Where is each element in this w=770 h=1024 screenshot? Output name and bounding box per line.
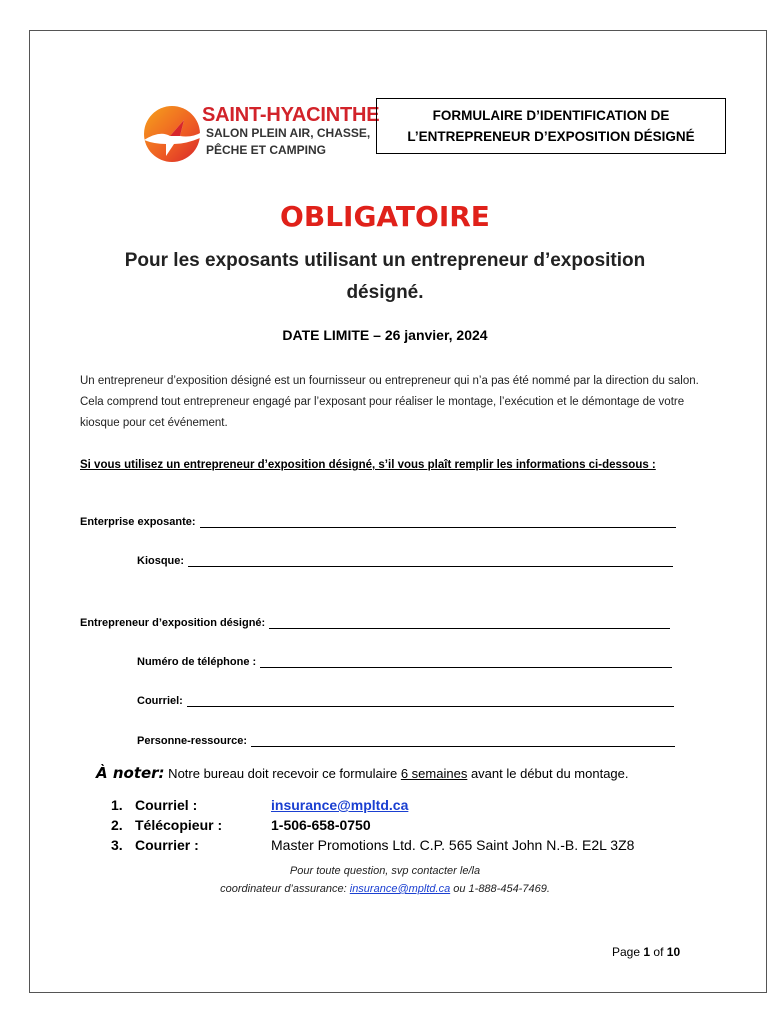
kiosque-field[interactable] [137, 554, 673, 567]
list-item [111, 795, 711, 815]
page-total: 10 [666, 945, 681, 959]
form-title-box [376, 98, 726, 154]
email-link[interactable]: insurance@mpltd.ca [271, 797, 409, 813]
mandatory-headline: OBLIGATOIRE [280, 200, 490, 233]
logo-title: SAINT-HYACINTHE [202, 104, 380, 126]
phone-line[interactable] [260, 655, 672, 668]
list-item [111, 835, 711, 855]
list-key: Courrier : [135, 837, 199, 853]
footer-line2-before: coordinateur d’assurance: [220, 883, 350, 895]
mailing-address: Master Promotions Ltd. C.P. 565 Saint John N.-B. E2L 3Z8 [271, 837, 635, 853]
enterprise-line[interactable] [200, 515, 676, 528]
subtitle: Pour les exposants utilisant un entrepreneur d’exposition désigné. [124, 250, 646, 303]
list-number: 2. [111, 817, 123, 833]
list-number: 3. [111, 837, 123, 853]
page-number [612, 945, 680, 959]
form-title-line2: L’ENTREPRENEUR D’EXPOSITION DÉSIGNÉ [407, 129, 695, 144]
footer-line1: Pour toute question, svp contacter le/la [289, 865, 481, 877]
list-number: 1. [111, 797, 123, 813]
note-text-before: Notre bureau doit recevoir ce formulaire [164, 766, 401, 781]
footer-line2 [0, 880, 770, 898]
form-title-line1: FORMULAIRE D’IDENTIFICATION DE [432, 108, 670, 123]
note [96, 764, 629, 782]
logo-subtitle-line1: SALON PLEIN AIR, CHASSE, [206, 126, 371, 140]
salon-logo [140, 100, 380, 164]
footer-email-link[interactable]: insurance@mpltd.ca [349, 883, 451, 895]
contact-person-label: Personne-ressource: [137, 735, 248, 747]
contact-list [111, 795, 711, 855]
entrepreneur-label: Entrepreneur d’exposition désigné: [80, 617, 266, 629]
note-text-after: avant le début du montage. [467, 766, 629, 781]
phone-label: Numéro de téléphone : [137, 656, 257, 668]
instruction-text: Si vous utilisez un entrepreneur d’exposition désigné, s’il vous plaît remplir les informations ci-dessous : [80, 459, 656, 471]
page-label: Page [612, 945, 641, 959]
email-label: Courriel: [137, 695, 183, 707]
intro-paragraph: Un entrepreneur d’exposition désigné est un fournisseur ou entrepreneur qui n’a pas été nommé par la direction du salon. Cela comprend tout entrepreneur engagé par l’exposant pour réaliser le montage, l’exécution et le démontage de votre kiosque pour cet événement. [80, 375, 699, 429]
list-key: Courriel : [135, 797, 198, 813]
deadline: DATE LIMITE – 26 janvier, 2024 [282, 327, 488, 343]
logo-subtitle-line2: PÊCHE ET CAMPING [206, 143, 327, 157]
kiosque-line[interactable] [188, 554, 673, 567]
list-key: Télécopieur : [135, 817, 223, 833]
list-item [111, 815, 711, 835]
contact-person-line[interactable] [251, 734, 675, 747]
bird-sun-icon [140, 100, 204, 164]
entrepreneur-field[interactable] [80, 616, 670, 629]
contact-person-field[interactable] [137, 734, 675, 747]
page-current: 1 [643, 945, 651, 959]
kiosque-label: Kiosque: [137, 555, 185, 567]
email-line[interactable] [187, 694, 674, 707]
enterprise-field[interactable] [80, 515, 676, 528]
footer-note [0, 862, 770, 898]
fax-number: 1-506-658-0750 [271, 817, 371, 833]
footer-line2-after: ou 1-888-454-7469. [450, 883, 550, 895]
note-label: À noter: [96, 764, 165, 782]
page-of: of [653, 945, 664, 959]
enterprise-label: Enterprise exposante: [80, 516, 196, 528]
email-field[interactable] [137, 694, 674, 707]
note-weeks: 6 semaines [400, 766, 468, 781]
entrepreneur-line[interactable] [269, 616, 670, 629]
phone-field[interactable] [137, 655, 672, 668]
